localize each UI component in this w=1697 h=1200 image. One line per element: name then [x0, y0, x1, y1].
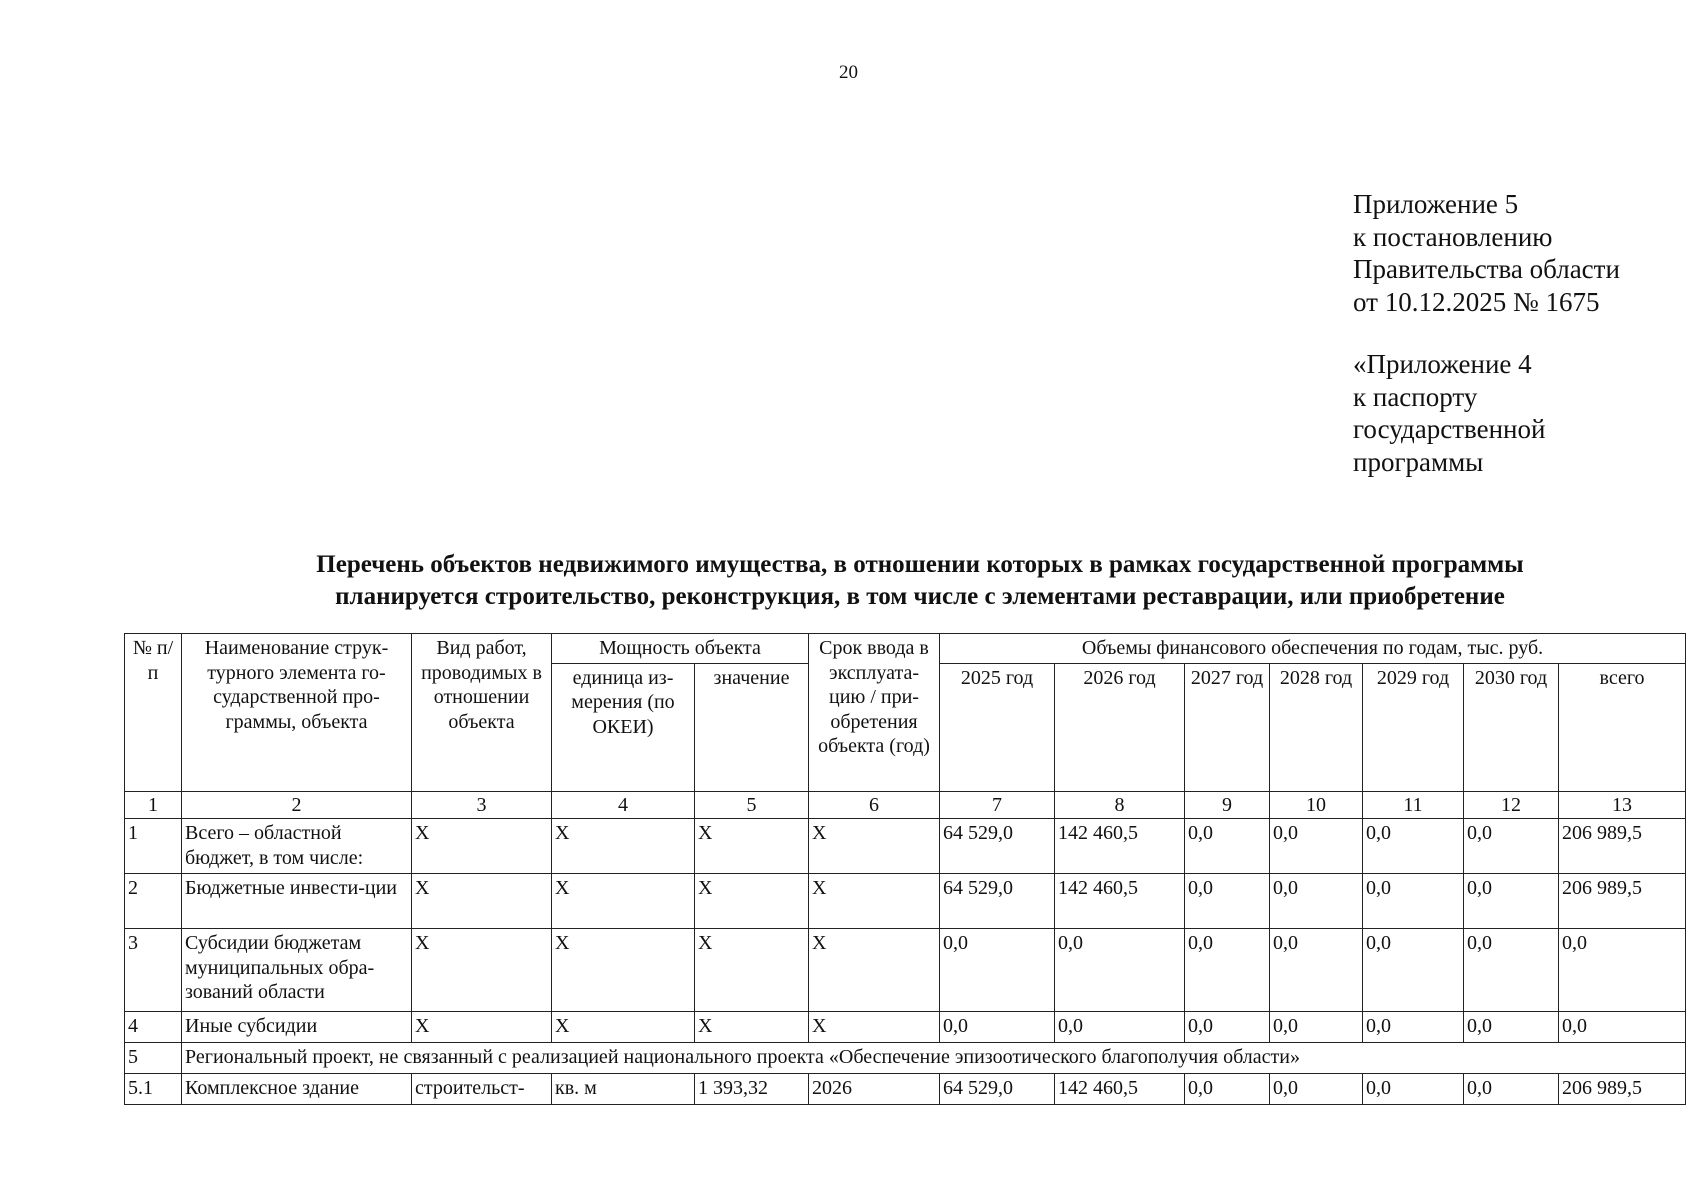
cell-unit: X: [552, 874, 695, 929]
cell-deadline: 2026: [809, 1074, 940, 1105]
appendix-line: Правительства области: [1353, 254, 1620, 284]
appendix-line: к постановлению: [1353, 221, 1553, 252]
column-number: 9: [1185, 791, 1270, 819]
cell-value: X: [695, 819, 809, 874]
cell-deadline: X: [809, 929, 940, 1012]
cell-2030: 0,0: [1464, 929, 1559, 1012]
header-year-2026: 2026 год: [1055, 663, 1185, 791]
column-number: 3: [412, 791, 552, 819]
header-value: значение: [695, 663, 809, 791]
cell-2027: 0,0: [1185, 1074, 1270, 1105]
cell-num: 4: [125, 1012, 182, 1043]
cell-work: строительст-: [412, 1074, 552, 1105]
cell-2027: 0,0: [1185, 819, 1270, 874]
table-row: [125, 1012, 1686, 1043]
appendix-line: Приложение 5: [1353, 189, 1519, 219]
appendix-line: к паспорту: [1353, 381, 1478, 412]
cell-2027: 0,0: [1185, 929, 1270, 1012]
cell-2027: 0,0: [1185, 1012, 1270, 1043]
cell-2025: 64 529,0: [940, 874, 1055, 929]
header-year-2025: 2025 год: [940, 663, 1055, 791]
column-number: 12: [1464, 791, 1559, 819]
column-number: 4: [552, 791, 695, 819]
cell-2029: 0,0: [1363, 874, 1464, 929]
cell-value: 1 393,32: [695, 1074, 809, 1105]
column-number: 8: [1055, 791, 1185, 819]
cell-num: 1: [125, 819, 182, 874]
cell-work: X: [412, 1012, 552, 1043]
cell-deadline: X: [809, 819, 940, 874]
cell-name: Иные субсидии: [182, 1012, 412, 1043]
cell-2030: 0,0: [1464, 874, 1559, 929]
cell-unit: X: [552, 929, 695, 1012]
cell-num: 2: [125, 874, 182, 929]
cell-num: 5.1: [125, 1074, 182, 1105]
cell-name: Бюджетные инвести-ции: [182, 874, 412, 929]
objects-table: [124, 633, 1686, 1105]
cell-total: 0,0: [1559, 1012, 1686, 1043]
cell-2028: 0,0: [1270, 1012, 1363, 1043]
cell-total: 206 989,5: [1559, 1074, 1686, 1105]
document-title: [120, 549, 1697, 613]
header-year-2030: 2030 год: [1464, 663, 1559, 791]
header-funding: Объемы финансового обеспечения по годам, тыс. руб.: [940, 634, 1686, 664]
header-year-2027: 2027 год: [1185, 663, 1270, 791]
cell-name: Субсидии бюджетам муниципальных обра-зований области: [182, 929, 412, 1012]
cell-work: X: [412, 819, 552, 874]
cell-2025: 0,0: [940, 1012, 1055, 1043]
cell-total: 206 989,5: [1559, 874, 1686, 929]
header-capacity: Мощность объекта: [552, 634, 809, 664]
cell-2025: 0,0: [940, 929, 1055, 1012]
cell-value: X: [695, 874, 809, 929]
cell-2026: 0,0: [1055, 1012, 1185, 1043]
appendix-line: государственной: [1353, 414, 1546, 444]
column-number: 5: [695, 791, 809, 819]
appendix-line: от 10.12.2025 № 1675: [1353, 286, 1600, 317]
cell-unit: X: [552, 1012, 695, 1043]
column-number: 1: [125, 791, 182, 819]
cell-value: X: [695, 929, 809, 1012]
column-number: 10: [1270, 791, 1363, 819]
title-line: планируется строительство, реконструкция, в том числе с элементами реставрации, или приобретение: [335, 583, 1505, 610]
title-line: Перечень объектов недвижимого имущества, в отношении которых в рамках государственной программы: [316, 551, 1524, 578]
cell-unit: X: [552, 819, 695, 874]
section-row: [125, 1043, 1686, 1074]
header-total: всего: [1559, 663, 1686, 791]
table-row: [125, 1074, 1686, 1105]
cell-2026: 142 460,5: [1055, 874, 1185, 929]
cell-num: 5: [125, 1043, 182, 1074]
table-row: [125, 929, 1686, 1012]
cell-deadline: X: [809, 1012, 940, 1043]
column-number: 13: [1559, 791, 1686, 819]
page-number: 20: [839, 62, 858, 83]
column-number: 11: [1363, 791, 1464, 819]
header-year-2028: 2028 год: [1270, 663, 1363, 791]
header-unit: единица из-мерения (по ОКЕИ): [552, 663, 695, 791]
header-deadline: Срок ввода в эксплуата-цию / при-обретения объекта (год): [809, 634, 940, 792]
header-name: Наименование струк-турного элемента го-сударственной про-граммы, объекта: [182, 634, 412, 792]
cell-name: Всего – областной бюджет, в том числе:: [182, 819, 412, 874]
cell-deadline: X: [809, 874, 940, 929]
column-number-row: [125, 791, 1686, 819]
cell-2025: 64 529,0: [940, 819, 1055, 874]
cell-work: X: [412, 929, 552, 1012]
table-row: [125, 874, 1686, 929]
cell-2027: 0,0: [1185, 874, 1270, 929]
cell-2026: 142 460,5: [1055, 1074, 1185, 1105]
cell-work: X: [412, 874, 552, 929]
header-num: № п/п: [125, 634, 182, 792]
cell-2028: 0,0: [1270, 819, 1363, 874]
header-year-2029: 2029 год: [1363, 663, 1464, 791]
cell-name: Комплексное здание: [182, 1074, 412, 1105]
table-row: [125, 819, 1686, 874]
cell-2030: 0,0: [1464, 1074, 1559, 1105]
cell-total: 0,0: [1559, 929, 1686, 1012]
column-number: 2: [182, 791, 412, 819]
cell-value: X: [695, 1012, 809, 1043]
cell-2025: 64 529,0: [940, 1074, 1055, 1105]
cell-num: 3: [125, 929, 182, 1012]
cell-2026: 0,0: [1055, 929, 1185, 1012]
cell-2026: 142 460,5: [1055, 819, 1185, 874]
cell-2029: 0,0: [1363, 1012, 1464, 1043]
cell-2028: 0,0: [1270, 1074, 1363, 1105]
cell-2030: 0,0: [1464, 1012, 1559, 1043]
cell-unit: кв. м: [552, 1074, 695, 1105]
column-number: 7: [940, 791, 1055, 819]
cell-total: 206 989,5: [1559, 819, 1686, 874]
appendix-line: «Приложение 4: [1353, 349, 1532, 379]
cell-2028: 0,0: [1270, 929, 1363, 1012]
appendix-line: программы: [1353, 446, 1484, 477]
section-title: Региональный проект, не связанный с реализацией национального проекта «Обеспечение эпизоотического благополучия области»: [182, 1043, 1686, 1074]
column-number: 6: [809, 791, 940, 819]
cell-2029: 0,0: [1363, 819, 1464, 874]
cell-2028: 0,0: [1270, 874, 1363, 929]
cell-2029: 0,0: [1363, 1074, 1464, 1105]
appendix-block: [1353, 188, 1620, 478]
header-work-type: Вид работ, проводимых в отношении объекта: [412, 634, 552, 792]
header-row-1: [125, 634, 1686, 664]
cell-2030: 0,0: [1464, 819, 1559, 874]
cell-2029: 0,0: [1363, 929, 1464, 1012]
